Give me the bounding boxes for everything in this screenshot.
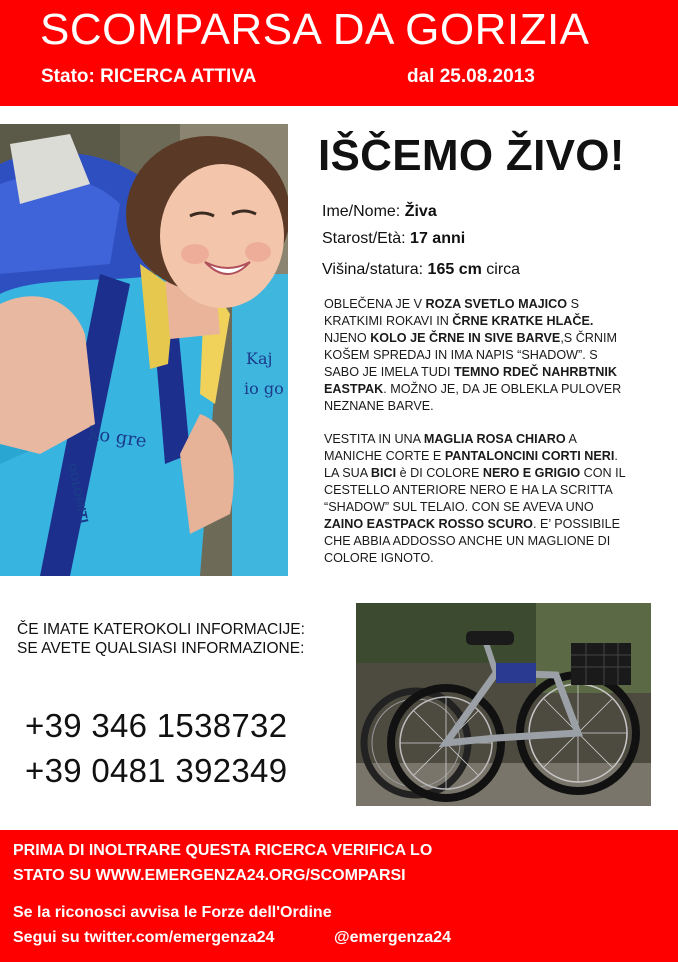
desc-ita-text: . E’ POSSIBILE CHE ABBIA ADDOSSO ANCHE UN MAGLIONE DI COLORE IGNOTO. [324,517,621,565]
footer-notify-police: Se la riconosci avvisa le Forze dell'Ordine [13,904,332,921]
name-line [322,203,437,221]
height-line [322,261,520,279]
bicycle-photo [356,603,651,806]
main-heading: IŠČEMO ŽIVO! [318,131,625,180]
desc-slo-bold: KOLO JE ČRNE IN SIVE BARVE [370,331,561,345]
age-label: Starost/Età: [322,230,406,247]
contact-prompt [17,620,305,658]
footer-verify-line2[interactable]: STATO SU WWW.EMERGENZA24.ORG/SCOMPARSI [13,867,406,884]
name-label: Ime/Nome: [322,203,401,220]
desc-ita-bold: NERO E GRIGIO [482,466,581,480]
age-value: 17 anni [410,230,466,247]
desc-ita-bold: BICI [370,466,397,480]
search-status: Stato: RICERCA ATTIVA [41,66,257,87]
desc-ita-text: VESTITA IN UNA [324,432,424,446]
svg-text:ko gre: ko gre [87,423,148,453]
desc-ita-text: . LA SUA [324,449,618,480]
desc-ita-bold: PANTALONCINI CORTI NERI [444,449,615,463]
header-banner [0,0,678,106]
desc-ita-text: CON IL CESTELLO ANTERIORE NERO E HA LA SCRITTA “SHADOW” SUL TELAIO. CON SE AVEVA UNO [324,466,626,514]
missing-since-date: dal 25.08.2013 [407,66,535,87]
poster-title: SCOMPARSA DA GORIZIA [40,5,590,54]
footer-twitter-link[interactable]: Segui su twitter.com/emergenza24 [13,929,275,946]
contact-prompt-ita: SE AVETE QUALSIASI INFORMAZIONE: [17,640,305,657]
desc-slo-text: NJENO [324,331,371,345]
desc-ita-text: A MANICHE CORTE E [324,432,577,463]
desc-slo-text: ,S ČRNIM KOŠEM SPREDAJ IN IMA NAPIS “SHADOW”. S SABO JE IMELA TUDI [324,331,617,379]
height-suffix: circa [486,261,521,278]
footer-verify-line1: PRIMA DI INOLTRARE QUESTA RICERCA VERIFICA LO [13,842,433,859]
height-label: Višina/statura: [322,261,424,278]
missing-person-photo [0,124,288,576]
desc-ita-bold: MAGLIA ROSA CHIARO [423,432,566,446]
desc-slo-bold: TEMNO RDEČ NAHRBTNIK EASTPAK [324,365,617,396]
footer-banner [0,830,678,962]
contact-prompt-slo: ČE IMATE KATEROKOLI INFORMACIJE: [17,621,305,638]
name-value: Živa [404,203,437,220]
desc-ita-text: è DI COLORE [396,466,483,480]
svg-text:DOLOMITI: DOLOMITI [65,461,91,525]
height-value: 165 cm [427,261,482,278]
desc-slo-text: . MOŽNO JE, DA JE OBLEKLA PULOVER NEZNANE BARVE. [324,382,622,413]
description-slovenian [324,296,634,415]
svg-text:io go: io go [244,379,284,398]
svg-text:Kaj: Kaj [246,349,273,368]
desc-slo-bold: ROZA SVETLO MAJICO [425,297,568,311]
phone-number-mobile[interactable]: +39 346 1538732 [25,707,288,744]
footer-twitter-handle[interactable]: @emergenza24 [334,929,451,946]
description-italian [324,431,634,567]
desc-ita-bold: ZAINO EASTPACK ROSSO SCURO [324,517,533,531]
age-line [322,230,465,248]
desc-slo-bold: ČRNE KRATKE HLAČE. [452,314,594,328]
desc-slo-text: OBLEČENA JE V [324,297,426,311]
phone-number-landline[interactable]: +39 0481 392349 [25,752,288,789]
desc-slo-text: S KRATKIMI ROKAVI IN [324,297,579,328]
